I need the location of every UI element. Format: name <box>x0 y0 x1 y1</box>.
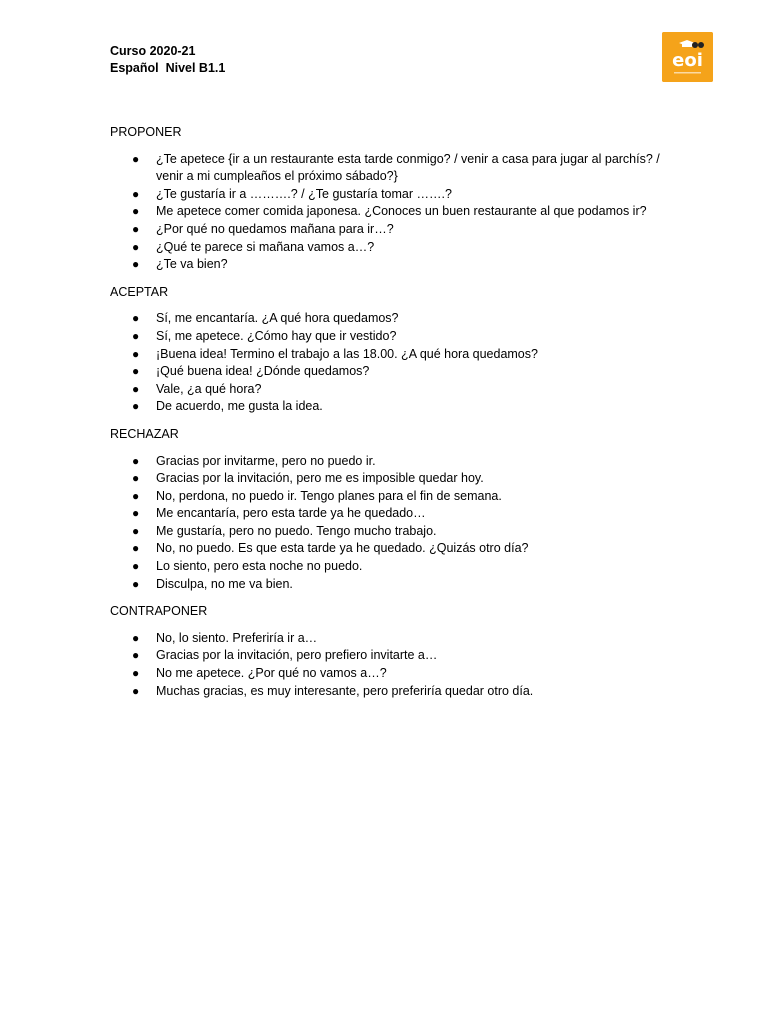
list-item-text: ¡Buena idea! Termino el trabajo a las 18.00. ¿A qué hora quedamos? <box>156 346 538 361</box>
list-item <box>110 256 670 274</box>
list-item <box>110 203 670 221</box>
list-item-text: Vale, ¿a qué hora? <box>156 381 262 396</box>
list-item <box>110 453 670 471</box>
list-item <box>110 630 670 648</box>
section-contraponer <box>110 603 670 700</box>
list-item-text: ¿Te apetece {ir a un restaurante esta tarde conmigo? / venir a casa para jugar al parchís? / venir a mi cumpleaños el próximo sábado?} <box>156 151 660 184</box>
course-level: Español Nivel B1.1 <box>110 61 226 75</box>
section-rechazar <box>110 426 670 593</box>
list-item <box>110 346 670 364</box>
list-item <box>110 488 670 506</box>
list-item-text: Gracias por la invitación, pero me es imposible quedar hoy. <box>156 471 484 486</box>
bullet-icon: ● <box>132 221 140 236</box>
bullet-icon: ● <box>132 683 140 698</box>
bullet-icon: ● <box>132 630 140 645</box>
list-item-text: Sí, me encantaría. ¿A qué hora quedamos? <box>156 311 399 326</box>
bullet-icon: ● <box>132 311 140 326</box>
bullet-icon: ● <box>132 239 140 254</box>
eoi-logo-graphic <box>662 32 713 82</box>
bullet-icon: ● <box>132 151 140 166</box>
list-item-text: No, perdona, no puedo ir. Tengo planes para el fin de semana. <box>156 488 502 503</box>
list-item <box>110 186 670 204</box>
bullet-icon: ● <box>132 346 140 361</box>
list-item <box>110 505 670 523</box>
bullet-icon: ● <box>132 488 140 503</box>
bullet-icon: ● <box>132 399 140 414</box>
bullet-list <box>110 151 670 274</box>
list-item-text: Me apetece comer comida japonesa. ¿Conoces un buen restaurante al que podamos ir? <box>156 204 647 219</box>
list-item-text: Gracias por invitarme, pero no puedo ir. <box>156 453 376 468</box>
bullet-icon: ● <box>132 364 140 379</box>
document-header <box>110 43 225 77</box>
list-item-text: ¿Te va bien? <box>156 257 228 272</box>
bullet-list <box>110 310 670 416</box>
list-item <box>110 647 670 665</box>
section-title: ACEPTAR <box>110 284 169 299</box>
list-item-text: Muchas gracias, es muy interesante, pero preferiría quedar otro día. <box>156 683 534 698</box>
bullet-icon: ● <box>132 648 140 663</box>
list-item-text: Sí, me apetece. ¿Cómo hay que ir vestido? <box>156 328 397 343</box>
list-item-text: Disculpa, no me va bien. <box>156 576 293 591</box>
list-item-text: Me gustaría, pero no puedo. Tengo mucho trabajo. <box>156 523 437 538</box>
section-title: RECHAZAR <box>110 426 179 441</box>
bullet-icon: ● <box>132 576 140 591</box>
list-item-text: De acuerdo, me gusta la idea. <box>156 399 323 414</box>
bullet-icon: ● <box>132 328 140 343</box>
list-item-text: No me apetece. ¿Por qué no vamos a…? <box>156 666 387 681</box>
list-item-text: No, lo siento. Preferiría ir a… <box>156 630 318 645</box>
section-title: CONTRAPONER <box>110 604 208 619</box>
bullet-list <box>110 630 670 700</box>
sections-container <box>110 124 670 700</box>
list-item-text: ¿Qué te parece si mañana vamos a…? <box>156 239 375 254</box>
list-item <box>110 239 670 257</box>
logo-text: eoi <box>672 50 703 71</box>
bullet-icon: ● <box>132 453 140 468</box>
list-item-text: Gracias por la invitación, pero prefiero invitarte a… <box>156 648 438 663</box>
list-item-text: ¡Qué buena idea! ¿Dónde quedamos? <box>156 364 370 379</box>
list-item-text: Me encantaría, pero esta tarde ya he quedado… <box>156 506 426 521</box>
section-aceptar <box>110 284 670 416</box>
list-item-text: ¿Por qué no quedamos mañana para ir…? <box>156 221 394 236</box>
list-item-text: ¿Te gustaría ir a ……….? / ¿Te gustaría tomar …….? <box>156 186 452 201</box>
bullet-icon: ● <box>132 541 140 556</box>
course-year: Curso 2020-21 <box>110 44 196 58</box>
list-item <box>110 310 670 328</box>
list-item <box>110 523 670 541</box>
bullet-list <box>110 453 670 594</box>
list-item <box>110 576 670 594</box>
section-proponer <box>110 124 670 274</box>
bullet-icon: ● <box>132 559 140 574</box>
list-item <box>110 381 670 399</box>
bullet-icon: ● <box>132 204 140 219</box>
document-body <box>110 124 670 710</box>
list-item <box>110 221 670 239</box>
list-item <box>110 151 670 186</box>
list-item <box>110 665 670 683</box>
list-item <box>110 683 670 701</box>
list-item <box>110 540 670 558</box>
list-item <box>110 470 670 488</box>
list-item-text: Lo siento, pero esta noche no puedo. <box>156 559 363 574</box>
bullet-icon: ● <box>132 506 140 521</box>
list-item <box>110 363 670 381</box>
bullet-icon: ● <box>132 381 140 396</box>
bullet-icon: ● <box>132 471 140 486</box>
bullet-icon: ● <box>132 257 140 272</box>
list-item-text: No, no puedo. Es que esta tarde ya he quedado. ¿Quizás otro día? <box>156 541 529 556</box>
section-title: PROPONER <box>110 125 182 139</box>
list-item <box>110 558 670 576</box>
bullet-icon: ● <box>132 186 140 201</box>
bullet-icon: ● <box>132 523 140 538</box>
list-item <box>110 398 670 416</box>
eoi-logo <box>662 32 713 82</box>
bullet-icon: ● <box>132 666 140 681</box>
list-item <box>110 328 670 346</box>
